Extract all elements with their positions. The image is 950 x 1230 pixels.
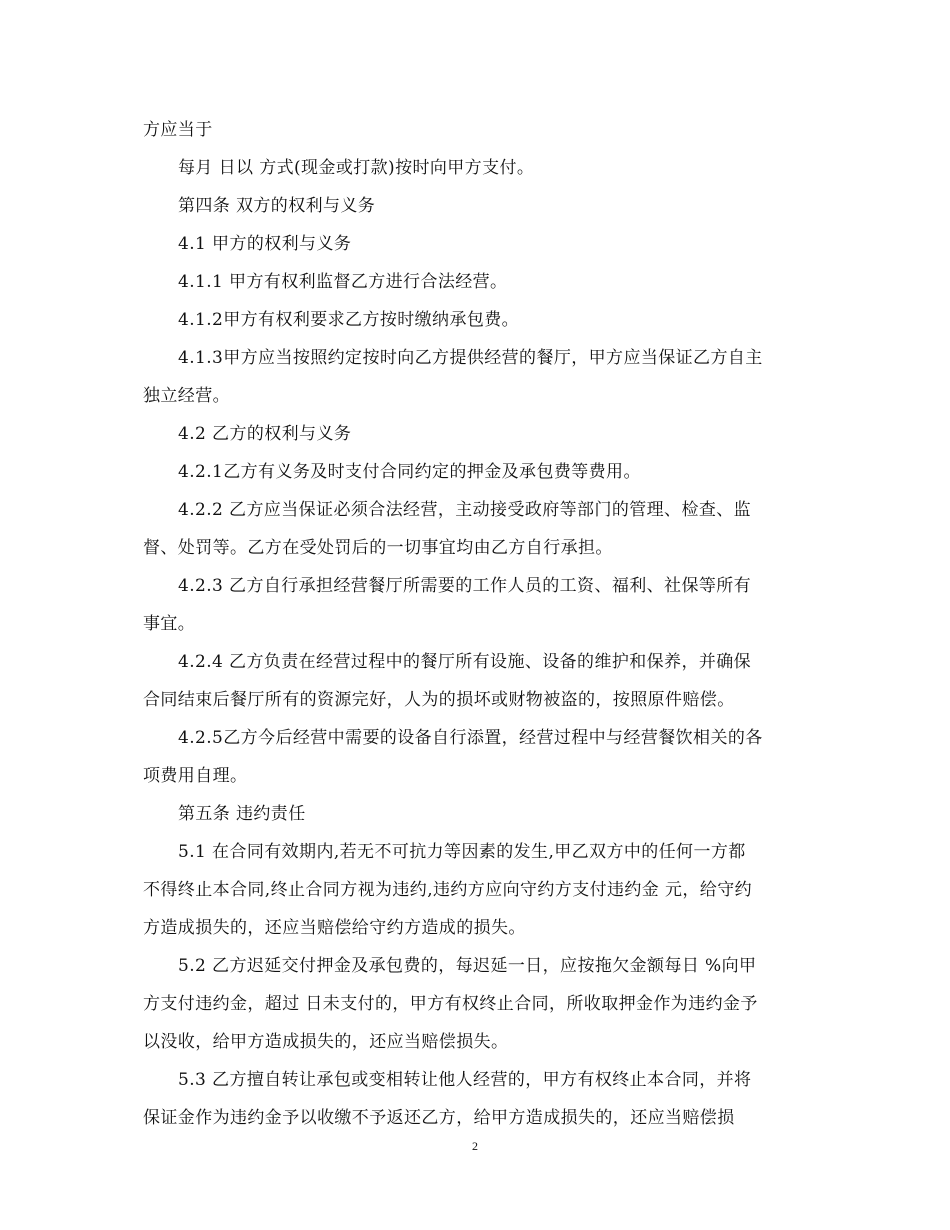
text-line: 事宜。 <box>143 614 196 634</box>
section-heading: 第四条 双方的权利与义务 <box>178 196 376 216</box>
text-line: 4.1.1 甲方有权利监督乙方进行合法经营。 <box>178 272 508 292</box>
text-line: 方造成损失的，还应当赔偿给守约方造成的损失。 <box>143 918 526 938</box>
text-line: 督、处罚等。乙方在受处罚后的一切事宜均由乙方自行承担。 <box>143 538 613 558</box>
text-line: 5.3 乙方擅自转让承包或变相转让他人经营的，甲方有权终止本合同，并将 <box>178 1070 752 1090</box>
text-line: 方应当于 <box>143 120 213 140</box>
text-line: 4.2.2 乙方应当保证必须合法经营，主动接受政府等部门的管理、检查、监 <box>178 500 752 520</box>
text-line: 项费用自理。 <box>143 766 248 786</box>
text-line: 4.2.5乙方今后经营中需要的设备自行添置，经营过程中与经营餐饮相关的各 <box>178 728 763 748</box>
text-line: 合同结束后餐厅所有的资源完好，人为的损坏或财物被盗的，按照原件赔偿。 <box>143 690 735 710</box>
text-line: 5.2 乙方迟延交付押金及承包费的，每迟延一日，应按拖欠金额每日 %向甲 <box>178 956 757 976</box>
text-line: 4.1.3甲方应当按照约定按时向乙方提供经营的餐厅，甲方应当保证乙方自主 <box>178 348 763 368</box>
text-line: 不得终止本合同,终止合同方视为违约,违约方应向守约方支付违约金 元，给守约 <box>143 880 753 900</box>
text-line: 4.1.2甲方有权利要求乙方按时缴纳承包费。 <box>178 310 520 330</box>
text-line: 4.2.3 乙方自行承担经营餐厅所需要的工作人员的工资、福利、社保等所有 <box>178 576 752 596</box>
subsection-heading: 4.1 甲方的权利与义务 <box>178 234 352 254</box>
text-line: 保证金作为违约金予以收缴不予返还乙方，给甲方造成损失的，还应当赔偿损 <box>143 1108 735 1128</box>
section-heading: 第五条 违约责任 <box>178 804 306 824</box>
text-line: 每月 日以 方式(现金或打款)按时向甲方支付。 <box>178 158 535 178</box>
text-line: 4.2.4 乙方负责在经营过程中的餐厅所有设施、设备的维护和保养，并确保 <box>178 652 752 672</box>
page-number: 2 <box>472 1139 478 1153</box>
text-line: 独立经营。 <box>143 386 230 406</box>
subsection-heading: 4.2 乙方的权利与义务 <box>178 424 352 444</box>
text-line: 以没收，给甲方造成损失的，还应当赔偿损失。 <box>143 1032 509 1052</box>
text-line: 方支付违约金，超过 日未支付的，甲方有权终止合同，所收取押金作为违约金予 <box>143 994 758 1014</box>
text-line: 4.2.1乙方有义务及时支付合同约定的押金及承包费等费用。 <box>178 462 641 482</box>
text-line: 5.1 在合同有效期内,若无不可抗力等因素的发生,甲乙双方中的任何一方都 <box>178 842 746 862</box>
